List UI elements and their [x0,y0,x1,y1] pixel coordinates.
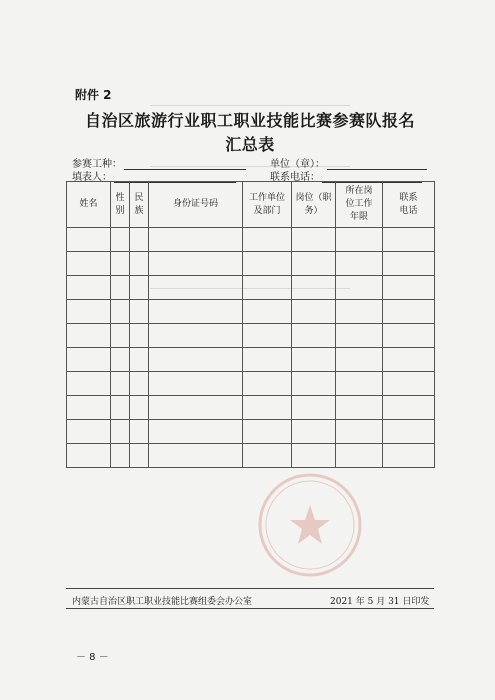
table-cell[interactable] [130,324,149,348]
table-cell[interactable] [243,252,292,276]
table-cell[interactable] [336,420,383,444]
table-cell[interactable] [243,300,292,324]
table-cell[interactable] [292,300,336,324]
table-cell[interactable] [67,420,111,444]
phone-label: 联系电话： [270,172,320,183]
table-cell[interactable] [111,228,130,252]
table-cell[interactable] [67,324,111,348]
table-cell[interactable] [111,348,130,372]
page-number: － 8 － [76,652,109,663]
table-cell[interactable] [149,324,243,348]
table-cell[interactable] [130,420,149,444]
table-cell[interactable] [111,396,130,420]
table-cell[interactable] [292,324,336,348]
table-cell[interactable] [111,252,130,276]
work-type-label: 参赛工种： [72,159,122,170]
table-cell[interactable] [292,420,336,444]
table-cell[interactable] [111,372,130,396]
table-cell[interactable] [292,252,336,276]
table-cell[interactable] [336,228,383,252]
table-cell[interactable] [111,300,130,324]
official-seal-icon [255,470,365,580]
table-cell[interactable] [67,444,111,468]
table-cell[interactable] [243,228,292,252]
table-cell[interactable] [383,252,435,276]
table-cell[interactable] [130,300,149,324]
table-cell[interactable] [130,276,149,300]
table-cell[interactable] [383,348,435,372]
footer-issuer: 内蒙古自治区职工职业技能比赛组委会办公室 [72,597,253,607]
footer-date: 2021 年 5 月 31 日印发 [330,597,430,607]
table-cell[interactable] [383,276,435,300]
table-cell[interactable] [130,396,149,420]
table-cell[interactable] [149,348,243,372]
header-years: 所在岗 位工作 年限 [336,182,383,228]
table-cell[interactable] [243,372,292,396]
table-cell[interactable] [383,300,435,324]
table-row [67,324,435,348]
table-cell[interactable] [292,348,336,372]
table-cell[interactable] [243,396,292,420]
table-cell[interactable] [383,444,435,468]
table-row [67,348,435,372]
registration-table [66,181,435,468]
table-cell[interactable] [292,228,336,252]
table-cell[interactable] [149,396,243,420]
table-cell[interactable] [383,420,435,444]
table-cell[interactable] [149,276,243,300]
table-cell[interactable] [336,372,383,396]
table-cell[interactable] [292,396,336,420]
table-cell[interactable] [111,444,130,468]
table-cell[interactable] [111,276,130,300]
table-cell[interactable] [67,372,111,396]
table-cell[interactable] [149,300,243,324]
table-cell[interactable] [383,324,435,348]
table-cell[interactable] [336,396,383,420]
filler-label: 填表人： [72,172,112,183]
table-cell[interactable] [111,420,130,444]
header-position: 岗位（职 务） [292,182,336,228]
table-cell[interactable] [130,348,149,372]
footer-bottom-rule [66,608,434,609]
table-cell[interactable] [130,444,149,468]
table-cell[interactable] [149,444,243,468]
table-cell[interactable] [149,372,243,396]
footer-top-rule [66,588,434,589]
table-cell[interactable] [292,372,336,396]
unit-label: 单位（章）： [270,159,325,170]
attachment-label: 附件 2 [75,88,112,102]
table-cell[interactable] [149,420,243,444]
header-gender: 性 别 [111,182,130,228]
table-cell[interactable] [67,276,111,300]
table-cell[interactable] [111,324,130,348]
table-cell[interactable] [336,276,383,300]
table-cell[interactable] [336,300,383,324]
table-cell[interactable] [336,252,383,276]
table-row [67,228,435,252]
table-cell[interactable] [243,276,292,300]
table-header-row [67,182,435,228]
table-row [67,276,435,300]
header-id-number: 身份证号码 [149,182,243,228]
table-cell[interactable] [149,252,243,276]
table-cell[interactable] [336,324,383,348]
table-cell[interactable] [383,396,435,420]
table-cell[interactable] [336,444,383,468]
table-cell[interactable] [130,372,149,396]
header-workplace: 工作单位 及部门 [243,182,292,228]
table-cell[interactable] [67,300,111,324]
table-cell[interactable] [243,324,292,348]
table-body [67,228,435,468]
table-cell[interactable] [383,372,435,396]
table-row [67,420,435,444]
table-cell[interactable] [383,228,435,252]
header-phone: 联系 电话 [383,182,435,228]
table-cell[interactable] [243,348,292,372]
table-cell[interactable] [130,228,149,252]
table-cell[interactable] [292,444,336,468]
table-cell[interactable] [67,396,111,420]
table-cell[interactable] [67,348,111,372]
table-cell[interactable] [149,228,243,252]
table-row [67,252,435,276]
form-title: 自治区旅游行业职工职业技能比赛参赛队报名 [84,111,415,130]
table-cell[interactable] [243,420,292,444]
table-row [67,444,435,468]
table-row [67,396,435,420]
table-row [67,300,435,324]
header-name: 姓名 [67,182,111,228]
table-row [67,372,435,396]
table-cell[interactable] [67,228,111,252]
table-cell[interactable] [130,252,149,276]
form-title-line2: 汇总表 [225,135,275,154]
table-cell[interactable] [243,444,292,468]
table-cell[interactable] [67,252,111,276]
table-cell[interactable] [292,276,336,300]
table-cell[interactable] [336,348,383,372]
header-ethnicity: 民 族 [130,182,149,228]
